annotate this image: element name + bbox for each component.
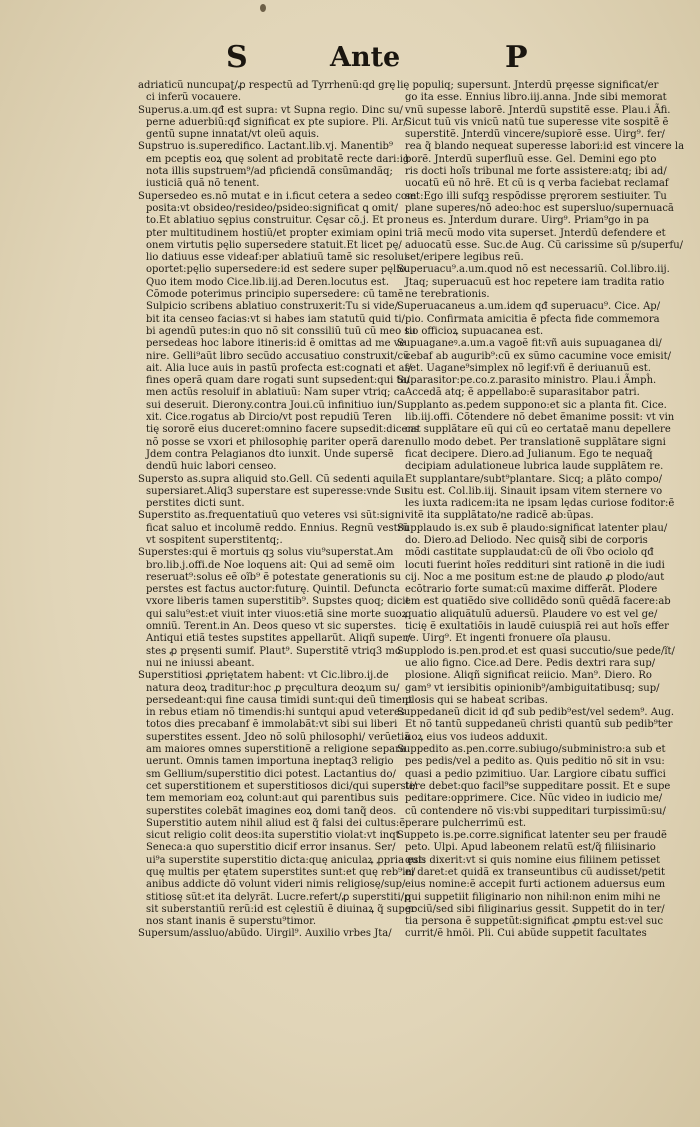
text-line: plosione. Aliqñ significat reiicio. Man⁹. Diero. Ro xyxy=(405,670,652,682)
text-line: tio officioꝝ supuacanea est. xyxy=(405,325,544,337)
text-line: cat supplãtare eũ qui cũ eo certataẽ manu depellere xyxy=(405,424,671,436)
text-line: anibus addicte dõ volunt videri nimis religiosę/sup/ xyxy=(146,879,406,891)
text-line: ci inferũ vocauere. xyxy=(146,92,242,104)
text-line: perare pulcherrimũ est. xyxy=(405,817,527,829)
text-line: Jdem contra Pelagianos dto iunxit. Unde supersẽ xyxy=(146,448,394,460)
text-line: Supersum/assluo/abũdo. Uirgil⁹. Auxilio vrbes Jta/ xyxy=(138,928,392,940)
text-line: nota illis supstruem⁹/ad pficiendã consũmandãq; xyxy=(146,166,393,178)
right-text-column xyxy=(397,80,685,941)
text-line: tia persona ẽ suppetũt:significat ꝓmptu est:vel suc xyxy=(405,916,664,928)
text-line: borẽ. Jnterdũ superfluũ esse. Gel. Demini ego pto xyxy=(405,153,657,165)
text-line: Seneca:a quo superstitio dicif error insanus. Ser/ xyxy=(146,842,396,854)
text-line: sui deseruit. Dierony.contra Joui.cũ infinitiuo iun/ xyxy=(146,399,397,411)
left-text-column xyxy=(138,80,426,941)
text-line: Antiqui etiã testes supstites appellarũt. Aliqñ super/ xyxy=(146,633,411,645)
text-line: Superstitio autem nihil aliud est q̃ falsi dei cultus:ẽ xyxy=(146,817,406,829)
text-line: persedeant:qui fine causa timidi sunt:qui deũ timent xyxy=(146,694,413,706)
text-line: stes ꝓ pręsenti sumif. Plaut⁹. Superstitẽ vtriq3 mo xyxy=(146,645,401,657)
text-line: currit/ẽ hmõi. Pli. Cui abũde suppetit facultates xyxy=(405,928,647,940)
text-line: cet superstitionem et superstitiosos dici/qui supersti/ xyxy=(146,780,417,792)
text-line: Superus.a.um.qđ est supra: vt Supna regio. Dinc su/ xyxy=(138,104,403,116)
running-header xyxy=(0,40,700,80)
text-line: Suppedaneũ dicit id qđ sub pedib⁹est/vel sedem⁹. Aug. xyxy=(397,707,675,719)
text-line: ficat saluo et incolumẽ reddo. Ennius. Regnũ vestrũ xyxy=(146,522,409,534)
text-line: ait. Alia luce auis in pastũ profecta est:cognati et af/ xyxy=(146,362,412,374)
text-line: fines operã quam dare rogati sunt supsedent:qui ta/ xyxy=(146,375,410,387)
text-line: ris docti hoĩs tribunal me forte assistere:atq; ibi ad/ xyxy=(405,166,667,178)
text-line: em pceptis eoꝝ quę solent ad probitatẽ recte dari:ig xyxy=(146,153,410,165)
text-line: qui suppetiit filiginario non nihil:non enim mihi ne xyxy=(405,891,661,903)
text-line: uoꝝ eius vos iudeos adduxit. xyxy=(405,731,548,743)
text-line: Supuaganeꝰ.a.um.a vagoẽ fit:vñ auis supuaganea di/ xyxy=(397,338,662,350)
text-line: lię populiq; supersunt. Jnterdũ pręesse significat/er xyxy=(397,80,659,91)
text-line: uerunt. Omnis tamen importuna ineptaq3 religio xyxy=(146,756,394,768)
text-line: Supplaudo is.ex sub ẽ plaudo:significat latenter plau/ xyxy=(397,522,668,534)
text-line: Superuacu⁹.a.um.quod nõ est necessariũ. Col.libro.iij. xyxy=(397,264,670,276)
text-line: Superstito as.frequentatiuũ quo veteres vsi sũt:signi xyxy=(138,510,405,522)
text-line: mõdi castitate supplaudat:cũ de oĩi v̄bo ociolo qđ xyxy=(405,547,654,559)
text-line: Superuacaneus a.um.idem qđ superuacu⁹. Cice. Ap/ xyxy=(397,301,661,313)
text-line: vitẽ ita supplãtato/ne radicẽ ab:ũpas. xyxy=(405,510,594,522)
text-line: vt sospitent superstitentq;. xyxy=(146,534,283,546)
text-line: situ est. Col.lib.iij. Sinauit ipsam vitem sternere vo xyxy=(405,485,663,497)
text-line: superstites essent. Jdeo nõ solũ philosophi/ verũetiã xyxy=(146,731,411,743)
text-line: pes pedis/vel a pedito as. Quis peditio nõ sit in vsu: xyxy=(405,756,665,768)
text-line: quatio aliquãtulũ aduersũ. Plaudere vo est vel ge/ xyxy=(405,608,658,620)
text-line: vxore liberis tamen superstitib⁹. Supstes quoq; dicit xyxy=(146,596,410,608)
text-line: ticię ẽ exultatiõis in laudẽ cuiuspiã rei aut hoĩs effer xyxy=(405,621,669,633)
text-line: oportet:pęlio supersedere:id est sedere super pęlio. xyxy=(146,264,409,276)
text-line: Supplanto as.pedem suppono:et sic a planta fit. Cice. xyxy=(397,399,667,411)
text-line: gam⁹ vt iersibitis opinionib⁹/ambiguitatibusq; sup/ xyxy=(405,682,660,694)
text-line: ui⁹a superstite superstitio dicta:quę aniculaꝝ ꝓpria est: xyxy=(146,854,426,866)
text-line: plane superes/nõ adeo:hoc est supersluo/supernuacã xyxy=(405,202,674,214)
text-line: Supplodo is.pen.prod.et est quasi succutio/sue pede/ĩt/ xyxy=(397,645,675,657)
text-line: Suppedito as.pen.corre.subiugo/subministro:a sub et xyxy=(397,744,666,756)
header-folio-letter: P xyxy=(505,40,528,75)
text-line: am maiores omnes superstitionẽ a religione separa xyxy=(146,744,406,756)
text-line: Supstruo is.superedifico. Lactant.lib.vj. Manentib⁹ xyxy=(138,141,393,153)
text-line: plosis qui se habeat scribas. xyxy=(405,694,548,706)
text-line: pter multitudinem hostiũ/et propter eximiam opini xyxy=(146,227,403,239)
text-line: eius nomine:ẽ accepit furti actionem aduersus eum xyxy=(405,879,666,891)
text-line: Quo item modo Cice.lib.iij.ad Deren.locutus est. xyxy=(146,276,390,288)
text-line: Sulpicio scribens ablatiuo construxerit:Tu si vide/ xyxy=(146,301,398,313)
text-line: tem memoriam eoꝝ colunt:aut qui parentibus suis xyxy=(146,793,399,805)
text-line: Supersto as.supra aliquid sto.Gell. Cũ sedenti aquila xyxy=(138,473,405,485)
text-line: bi agendũ putes:in quo nõ sit conssiliũ tuũ cũ meo su xyxy=(146,325,416,337)
text-line: sit suberstantiũ rerũ:id est cęlestiũ ẽ diuinaꝝ q̃ super xyxy=(146,903,416,915)
text-line: natura deoꝝ traditur:hoc ꝓ pręcultura deoꝝum su/ xyxy=(146,682,400,694)
text-line: vnũ supesse laborẽ. Jnterdũ supstitẽ esse. Plau.i Ãfi. xyxy=(405,104,671,116)
text-line: les iuxta radicem:ita ne ipsam lędas curiose foditor:ẽ xyxy=(405,498,675,510)
paper-wormhole xyxy=(260,4,266,12)
text-line: Superstitiosi ꝓpriętatem habent: vt Cic.libro.ij.de xyxy=(138,670,389,682)
text-line: nõ posse se vxori et philosophię pariter operã dare. xyxy=(146,436,408,448)
text-line: pio. Confirmata amicitia ẽ pfecta fide commemora xyxy=(405,313,660,325)
text-line: perstes est factus auctor:futurę. Quintil. Defuncta xyxy=(146,584,400,596)
text-line: onem virtutis pęlio supersedere statuit.Et licet pę/ xyxy=(146,239,402,251)
text-line: supersiaret.Aliq3 superstare est superesse:vnde Su xyxy=(146,485,408,497)
text-line: superstites colebãt imagines eoꝝ domi tanq̃ deos. xyxy=(146,805,397,817)
text-line: sicut religio colit deos:ita superstitio violat:vt inqt xyxy=(146,830,400,842)
text-line: bit ita censeo facias:vt si habes iam statutũ quid ti/ xyxy=(146,313,405,325)
text-line: nos stant inanis ẽ superstu⁹timor. xyxy=(146,916,317,928)
text-line: Suppeto is.pe.corre.significat latenter seu per fraudẽ xyxy=(397,830,667,842)
text-line: Suparasitor:pe.co.z.parasito ministro. Plau.i Ãmpĥ. xyxy=(397,375,657,387)
text-line: persedeas hoc labore itineris:id ẽ omittas ad me ve xyxy=(146,338,406,350)
text-line: go ita esse. Ennius libro.iij.anna. Jnde sibi memorat xyxy=(405,92,667,104)
text-line: triã mecũ modo vita superset. Jnterdũ defendere et xyxy=(405,227,666,239)
text-line: stitiosę sũt:et ita delyrãt. Lucre.refert/ꝓ superstiti/ꝑ xyxy=(146,891,411,903)
text-line: perstites dicti sunt. xyxy=(146,498,245,510)
header-signature-letter: S xyxy=(226,40,248,75)
text-line: quasi a pedio pzimitiuo. Uar. Largiore cibatu suffici xyxy=(405,768,666,780)
text-line: nui ne iniussi abeant. xyxy=(146,657,255,669)
text-line: re. Uirg⁹. Et ingenti fronuere oĩa plausu. xyxy=(405,633,611,645)
text-line: posita:vt obsideo/resideo/psideo:significat ꝗ omit/ xyxy=(146,202,399,214)
text-line: qui salu⁹est:et viuit inter viuos:etiã sine morte suoꝝ xyxy=(146,608,408,620)
text-line: cij. Noc a me positum est:ne de plaudo ꝓ plodo/aut xyxy=(405,571,665,583)
text-line: decipiam adulationeue lubrica laude supplãtem re. xyxy=(405,461,664,473)
text-line: dendũ huic labori censeo. xyxy=(146,461,277,473)
text-line: quę multis per ętatem superstites sunt:et quę reb⁹in/ xyxy=(146,867,416,878)
text-line: men actũs resoluif in ablatiuũ: Nam super vtriq; ca xyxy=(146,387,406,399)
text-line: nullo modo debet. Per translationẽ supplãtare signi xyxy=(405,436,666,448)
text-line: xit. Cice.rogatus ab Dircio/vt post repudiũ Teren xyxy=(146,412,392,424)
text-line: in rebus etiam nõ timendis:hi suntqui apud veteres xyxy=(146,707,406,719)
text-line: adriaticũ nuncupaʈ/ꝓ respectũ ad Tyrrhenũ:qd grę xyxy=(138,80,396,91)
text-line: gociũ/sed sibi filiginarius gessit. Suppetit do in ter/ xyxy=(405,903,665,915)
text-line: Supersedeo es.nõ mutat e in i.ficut cetera a sedeo com xyxy=(138,190,417,202)
text-line: rea q̃ blando nequeat superesse labori:id est vincere la xyxy=(405,141,685,153)
text-line: sm Gellium/superstitio dici potest. Lactantius do/ xyxy=(146,768,396,780)
text-line: to.Et ablatiuo sępius construitur. Cęsar cõ.j. Et pro xyxy=(146,215,404,227)
text-line: locuti fuerint hoĩes reddituri sint rationẽ in die iudi xyxy=(405,559,665,571)
text-line: ficat decipere. Diero.ad Julianum. Ego te nequaq̃ xyxy=(405,448,653,460)
text-line: superstitẽ. Jnterdũ vincere/supiorẽ esse. Uirg⁹. fer/ xyxy=(405,129,665,141)
text-line: quis dixerit:vt si quis nomine eius filiinem petisset xyxy=(405,854,661,866)
text-line: omniũ. Terent.in An. Deos queso vt sic superstes. xyxy=(146,621,397,633)
text-line: cebaf ab augurib⁹:cũ ex sũmo cacumine voce emisit/ xyxy=(405,350,672,362)
text-line: ue alio figno. Cice.ad Dere. Pedis dextri rara sup/ xyxy=(405,657,656,669)
text-line: Et nõ tantũ suppedaneũ christi quantũ sub pedib⁹ter xyxy=(405,719,673,731)
text-line: ecõtrario forte sumat:cũ maxime differãt. Plodere xyxy=(405,584,658,596)
text-line: set/eripere legibus reũ. xyxy=(405,252,524,264)
text-line: tię sororẽ eius duceret:omnino facere supsedit:dicens xyxy=(146,424,419,436)
text-line: gentũ supne innatat/vt oleũ aquis. xyxy=(146,129,320,141)
text-line: totos dies precabanf ẽ immolabãt:vt sibi sui liberi xyxy=(146,719,398,731)
text-line: ei daret:et quidã ex transeuntibus cũ audisset/petit xyxy=(405,867,666,878)
text-line: reseruat⁹:solus eẽ oĩb⁹ ẽ potestate generationis su xyxy=(146,571,402,583)
text-line: peditare:opprimere. Cice. Nũc video in iudicio me/ xyxy=(405,793,663,805)
text-line: lib.iij.offi. Cõtendere nõ debet ẽmanime possit: vt vin xyxy=(405,412,675,424)
text-line: Sicut tuũ vis vnicũ natũ tue superesse vite sospitẽ ẽ xyxy=(405,116,669,128)
text-line: Cõmode poterimus principio supersedere: cũ tamẽ xyxy=(146,289,404,301)
text-line: lio datiuus esse videaf:per ablatiuũ tamẽ sic resolui xyxy=(146,252,408,264)
text-line: Superstes:qui ẽ mortuis qꝫ solus viu⁹superstat.Am xyxy=(138,547,394,559)
text-line: tere debet:quo facil⁹se suppeditare possit. Et e supe xyxy=(405,780,671,792)
text-line: Et supplantare/subt⁹plantare. Sicq; a plãto compo/ xyxy=(405,473,662,485)
header-running-title: Ante xyxy=(330,42,401,73)
text-line: cũ contendere nõ vis:vbi suppeditari turpissimũ:su/ xyxy=(405,805,666,817)
text-line: nire. Gelli⁹aũt libro secũdo accusatiuo construxit/cũ xyxy=(146,350,410,362)
text-line: peto. Ulpi. Apud labeonem relatũ est/q̃ filiisinario xyxy=(405,842,656,854)
text-line: do. Diero.ad Deliodo. Nec quisq̃ sibi de corporis xyxy=(405,534,648,546)
text-line: neus es. Jnterdum durare. Uirg⁹. Priam⁹go in pa xyxy=(405,215,649,227)
text-line: set. Uagane⁹simplex nõ legif:vñ ẽ deriuanuũ est. xyxy=(405,362,651,374)
text-line: iusticiã quã nõ tenent. xyxy=(146,178,260,190)
text-line: perne aduerbiũ:qđ significat ex pte supiore. Pli. Ar/ xyxy=(146,116,407,128)
text-line: uocatũ eũ nõ hrẽ. Et cũ is q verba faciebat reclamaf xyxy=(405,178,669,190)
text-line: ne terebrationis. xyxy=(405,289,490,301)
text-line: set:Ego illi sufqꝫ respõdisse pręrorem sestiuiter. Tu xyxy=(405,190,667,202)
text-line: em est quatiẽdo sive collidẽdo sonũ quẽdã facere:ab xyxy=(405,596,671,608)
text-line: Jtaq; superuacuũ est hoc repetere iam tradita ratio xyxy=(405,276,665,288)
text-line: aduocatũ esse. Suc.de Aug. Cũ carissime sũ p/superfu/ xyxy=(405,239,684,251)
text-line: Accedã atq; ẽ appellabo:ẽ suparasitabor patri. xyxy=(405,387,640,399)
text-line: bro.lib.j.offi.de Noe loquens ait: Qui ad semẽ oim xyxy=(146,559,395,571)
